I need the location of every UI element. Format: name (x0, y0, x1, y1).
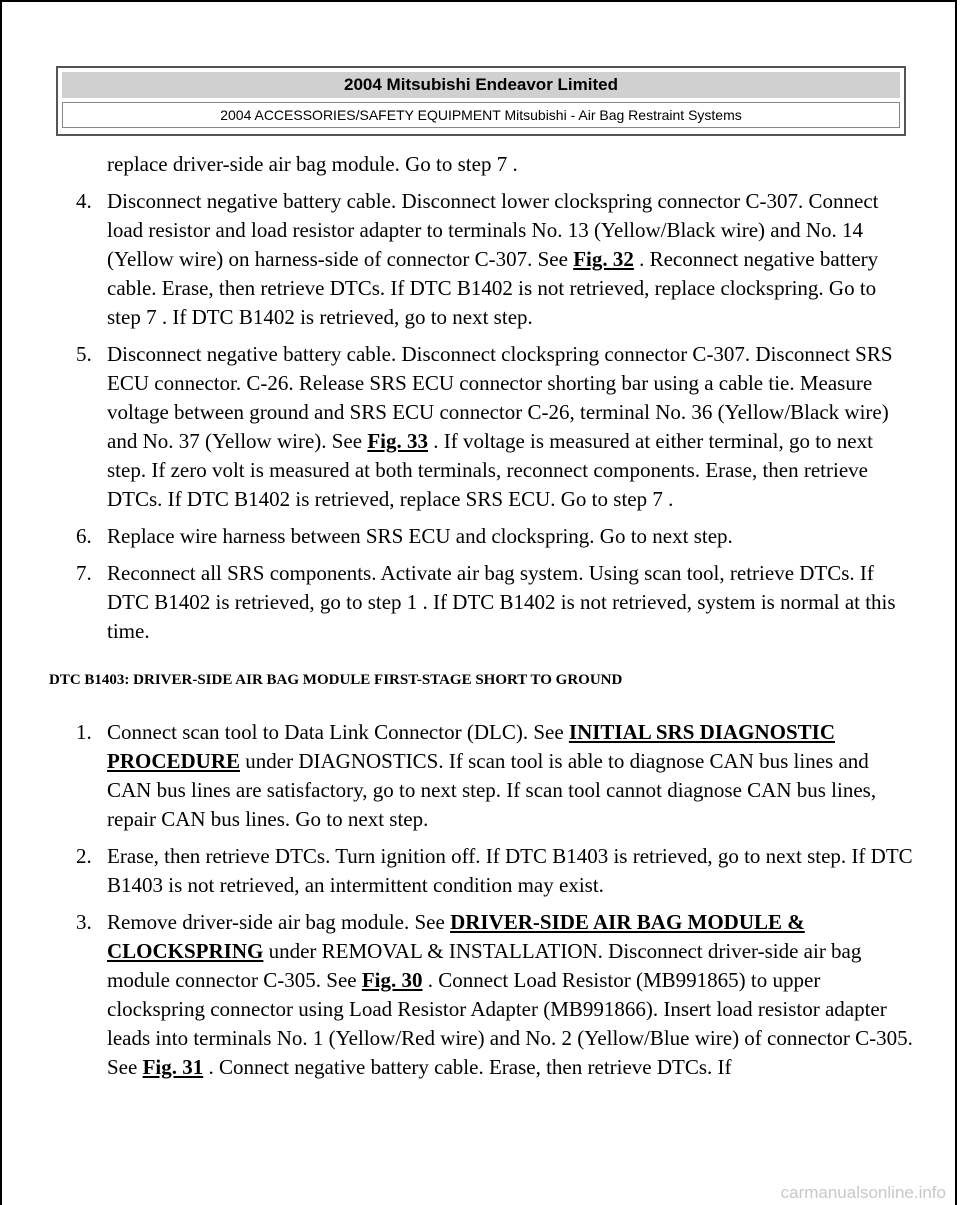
figure-link[interactable]: Fig. 33 (367, 429, 428, 453)
step-text: under DIAGNOSTICS. If scan tool is able to diagnose CAN bus lines and CAN bus lines are satisfactory, go to next step. If scan tool cannot diagnose CAN bus lines, repair CAN bus lines. Go to next step. (107, 749, 877, 831)
watermark: carmanualsonline.info (780, 1183, 946, 1202)
step-text: . Connect negative battery cable. Erase, then retrieve DTCs. If (203, 1055, 732, 1079)
header-title: 2004 Mitsubishi Endeavor Limited (62, 72, 900, 98)
step-number: 5. (76, 342, 92, 366)
step-text: under REMOVAL & INSTALLATION. Disconnect driver-side air bag module connector C-305. See (107, 939, 862, 992)
continuation-text: replace driver-side air bag module. Go to step 7 . (107, 152, 518, 176)
figure-link[interactable]: Fig. 30 (361, 968, 423, 992)
step-item (0, 842, 955, 900)
step-text: Reconnect all SRS components. Activate air bag system. Using scan tool, retrieve DTCs. If DTC B1402 is retrieved, go to step 1 . If DTC B1402 is not retrieved, system is normal at this time. (107, 561, 896, 643)
step-text: . Reconnect negative battery cable. Erase, then retrieve DTCs. If DTC B1402 is not retrieved, replace clockspring. Go to step 7 . If DTC B1402 is retrieved, go to next step. (107, 247, 879, 329)
step-text: . If voltage is measured at either terminal, go to next step. If zero volt is measured at both terminals, reconnect components. Erase, then retrieve DTCs. If DTC B1402 is retrieved, replace SRS ECU. Go to step 7 . (107, 429, 873, 511)
step-text: Connect scan tool to Data Link Connector (DLC). See (107, 720, 569, 744)
step-text: . Connect Load Resistor (MB991865) to upper clockspring connector using Load Resistor Adapter (MB991866). Insert load resistor adapter leads into terminals No. 1 (Yellow/Red wire) and No. 2 (Yellow/Blue wire) of connector C-305. See (107, 968, 913, 1079)
step-number: 2. (76, 844, 92, 868)
step-number: 4. (76, 189, 92, 213)
step-text: Disconnect negative battery cable. Disconnect lower clockspring connector C-307. Connect load resistor and load resistor adapter to terminals No. 13 (Yellow/Black wire) and No. 14 (Yellow wire) on harness-side of connector C-307. See (107, 189, 879, 271)
step-item (0, 340, 955, 514)
step-number: 3. (76, 910, 92, 934)
step-number: 6. (76, 524, 92, 548)
section-heading: DTC B1403: DRIVER-SIDE AIR BAG MODULE FIRST-STAGE SHORT TO GROUND (49, 672, 623, 688)
figure-link[interactable]: Fig. 32 (573, 247, 634, 271)
figure-link[interactable]: Fig. 31 (142, 1055, 204, 1079)
step-text: Remove driver-side air bag module. See (107, 910, 451, 934)
step-number: 1. (76, 720, 92, 744)
step-item (0, 522, 955, 551)
step-item (0, 559, 955, 646)
step-item (0, 718, 955, 834)
step-item (0, 908, 955, 1082)
procedure-link[interactable]: DRIVER-SIDE AIR BAG MODULE & CLOCKSPRING (107, 910, 805, 963)
document-header (56, 66, 906, 136)
header-subtitle: 2004 ACCESSORIES/SAFETY EQUIPMENT Mitsubishi - Air Bag Restraint Systems (62, 102, 900, 128)
page-border-right (955, 0, 957, 1205)
step-item (0, 187, 955, 332)
step-text: Disconnect negative battery cable. Disconnect clockspring connector C-307. Disconnect SRS ECU connector. C-26. Release SRS ECU connector shorting bar using a cable tie. Measure voltage between ground and SRS ECU connector C-26, terminal No. 36 (Yellow/Black wire) and No. 37 (Yellow wire). See (107, 342, 893, 453)
step-text: Replace wire harness between SRS ECU and clockspring. Go to next step. (107, 524, 733, 548)
step-text: Erase, then retrieve DTCs. Turn ignition off. If DTC B1403 is retrieved, go to next step. If DTC B1403 is not retrieved, an intermittent condition may exist. (107, 844, 913, 897)
page-border-top (0, 0, 957, 2)
step-number: 7. (76, 561, 92, 585)
procedure-link[interactable]: INITIAL SRS DIAGNOSTIC PROCEDURE (107, 720, 835, 773)
document-body (0, 150, 955, 1090)
